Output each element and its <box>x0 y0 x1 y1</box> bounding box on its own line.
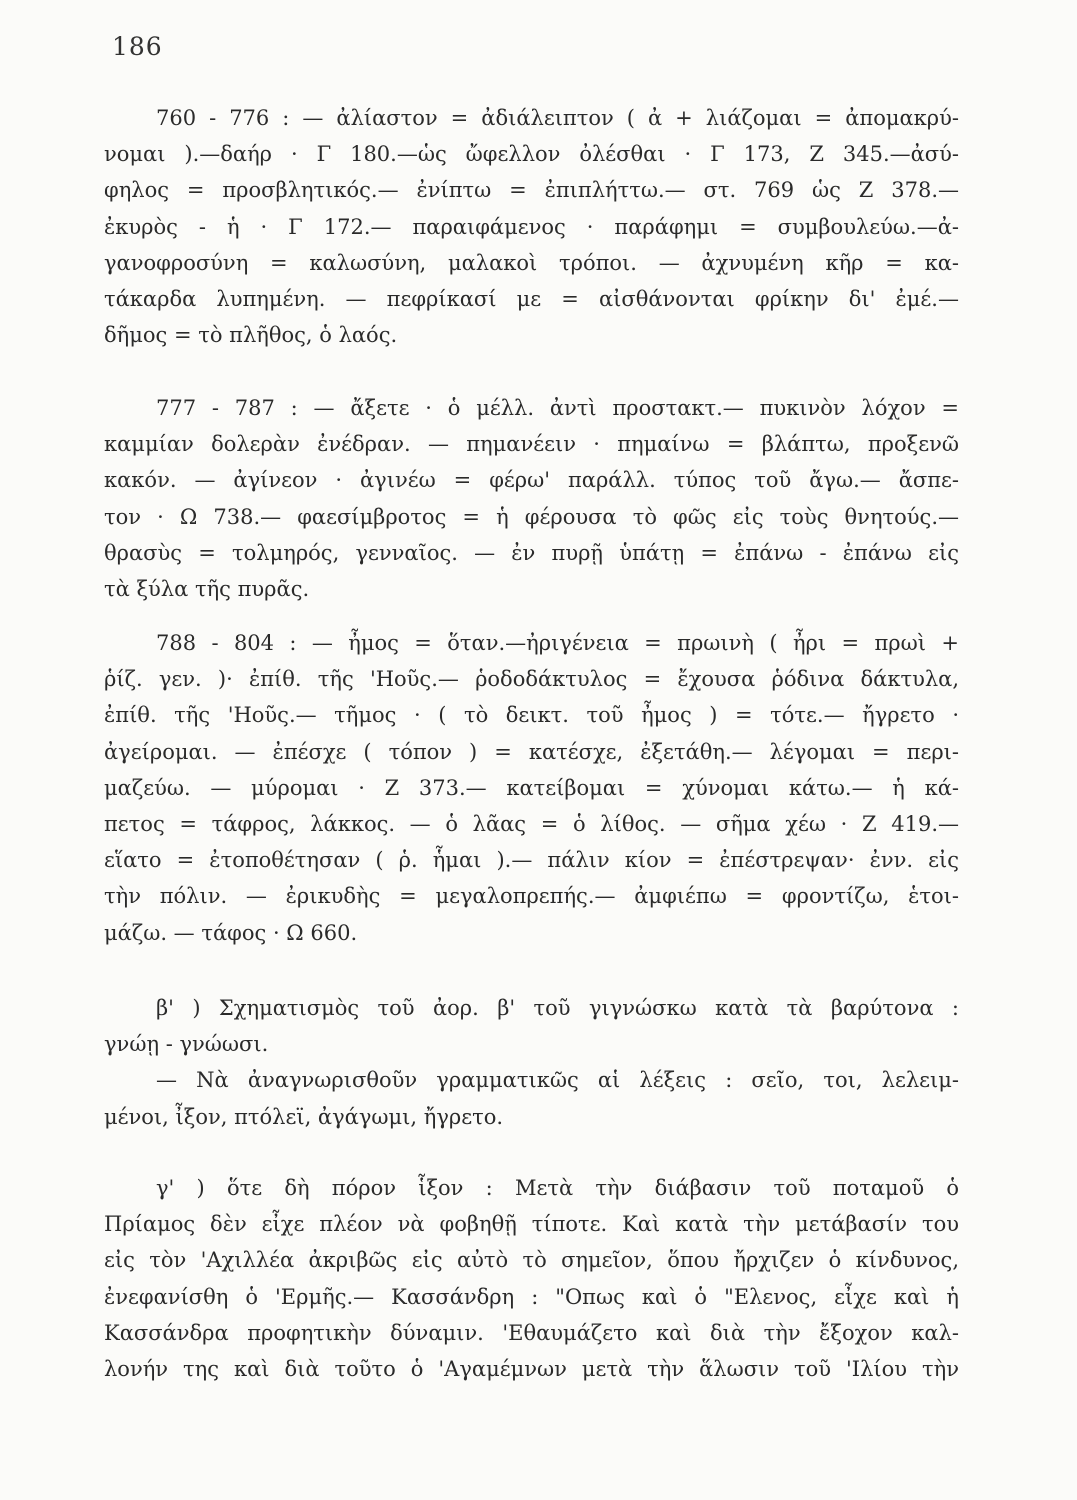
page-number: 186 <box>112 32 163 61</box>
text-line: ἐπίθ. τῆς 'Ηοῦς.— τῆμος · ( τὸ δεικτ. τοῦ ἦμος ) = τότε.— ἤγρετο · <box>104 703 959 728</box>
text-line: νομαι ).—δαήρ · Γ 180.—ὡς ὤφελλον ὀλέσθαι · Γ 173, Ζ 345.—ἀσύ- <box>104 142 959 167</box>
text-line: 760 - 776 : — ἀλίαστον = ἀδιάλειπτον ( ἀ + λιάζομαι = ἀπομακρύ- <box>156 106 959 130</box>
paragraph-beta <box>104 990 959 1135</box>
paragraph-gamma <box>104 1170 959 1387</box>
text-line: εἰς τὸν 'Αχιλλέα ἀκριβῶς εἰς αὐτὸ τὸ σημεῖον, ὅπου ἤρχιζεν ὁ κίνδυνος, <box>104 1248 959 1273</box>
text-line: λονήν της καὶ διὰ τοῦτο ὁ 'Αγαμέμνων μετὰ τὴν ἅλωσιν τοῦ 'Ιλίου τὴν <box>104 1356 959 1381</box>
text-line: μένοι, ἶξον, πτόλεϊ, ἀγάγωμι, ἤγρετο. <box>104 1104 504 1129</box>
text-line: τὴν πόλιν. — ἐρικυδὴς = μεγαλοπρεπής.— ἀμφιέπω = φροντίζω, ἑτοι- <box>104 884 959 909</box>
text-line: γνώῃ - γνώωσι. <box>104 1032 269 1057</box>
text-line: ἀγείρομαι. — ἐπέσχε ( τόπον ) = κατέσχε, ἐξετάθη.— λέγομαι = περι- <box>104 739 959 764</box>
text-line: θρασὺς = τολμηρός, γενναῖος. — ἐν πυρῇ ὑπάτῃ = ἐπάνω - ἐπάνω εἰς <box>104 540 959 565</box>
text-line: μάζω. — τάφος · Ω 660. <box>104 920 358 945</box>
paragraph-777-787 <box>104 390 959 607</box>
text-line: ἐνεφανίσθη ὁ 'Ερμῆς.— Κασσάνδρη : "Οπως καὶ ὁ "Ελενος, εἶχε καὶ ἡ <box>104 1284 959 1309</box>
text-line: μαζεύω. — μύρομαι · Ζ 373.— κατείβομαι = χύνομαι κάτω.— ἡ κά- <box>104 775 959 800</box>
text-line: 788 - 804 : — ἦμος = ὅταν.—ἠριγένεια = πρωινὴ ( ἦρι = πρωὶ + <box>156 631 959 655</box>
text-line: ῥίζ. γεν. )· ἐπίθ. τῆς 'Ηοῦς.— ῥοδοδάκτυλος = ἔχουσα ῥόδινα δάκτυλα, <box>104 667 959 692</box>
text-line: πετος = τάφρος, λάκκος. — ὁ λᾶας = ὁ λίθος. — σῆμα χέω · Ζ 419.— <box>104 811 959 836</box>
text-line: γανοφροσύνη = καλωσύνη, μαλακοὶ τρόποι. — ἀχνυμένη κῆρ = κα- <box>104 250 959 275</box>
text-line: φηλος = προσβλητικός.— ἐνίπτω = ἐπιπλήττω.— στ. 769 ὡς Ζ 378.— <box>104 178 959 203</box>
text-line: εἵατο = ἐτοποθέτησαν ( ῥ. ἧμαι ).— πάλιν κίον = ἐπέστρεψαν· ἐνν. εἰς <box>104 848 959 873</box>
text-line: δῆμος = τὸ πλῆθος, ὁ λαός. <box>104 323 398 348</box>
text-line: 777 - 787 : — ἄξετε · ὁ μέλλ. ἀντὶ προστακτ.— πυκινὸν λόχον = <box>156 396 959 420</box>
text-line: Πρίαμος δὲν εἶχε πλέον νὰ φοβηθῇ τίποτε. Καὶ κατὰ τὴν μετάβασίν του <box>104 1212 959 1237</box>
text-line: Κασσάνδρα προφητικὴν δύναμιν. 'Εθαυμάζετο καὶ διὰ τὴν ἔξοχον καλ- <box>104 1320 959 1345</box>
text-line: — Νὰ ἀναγνωρισθοῦν γραμματικῶς αἱ λέξεις : σεῖο, τοι, λελειμ- <box>156 1068 959 1093</box>
text-line: τον · Ω 738.— φαεσίμβροτος = ἡ φέρουσα τὸ φῶς εἰς τοὺς θνητούς.— <box>104 504 959 529</box>
paragraph-788-804 <box>104 625 959 951</box>
text-line: κακόν. — ἀγίνεον · ἀγινέω = φέρω' παράλλ. τύπος τοῦ ἄγω.— ἄσπε- <box>104 468 959 493</box>
text-line: καμμίαν δολερὰν ἐνέδραν. — πημανέειν · πημαίνω = βλάπτω, προξενῶ <box>104 432 959 457</box>
text-line: β' ) Σχηματισμὸς τοῦ ἀορ. β' τοῦ γιγνώσκω κατὰ τὰ βαρύτονα : <box>156 996 959 1020</box>
text-line: τὰ ξύλα τῆς πυρᾶς. <box>104 576 310 601</box>
text-line: ἐκυρὸς - ἡ · Γ 172.— παραιφάμενος · παράφημι = συμβουλεύω.—ἀ- <box>104 214 959 239</box>
text-line: τάκαρδα λυπημένη. — πεφρίκασί με = αἰσθάνονται φρίκην δι' ἐμέ.— <box>104 286 959 311</box>
text-line: γ' ) ὅτε δὴ πόρον ἷξον : Μετὰ τὴν διάβασιν τοῦ ποταμοῦ ὁ <box>156 1176 959 1200</box>
paragraph-760-776 <box>104 100 959 353</box>
